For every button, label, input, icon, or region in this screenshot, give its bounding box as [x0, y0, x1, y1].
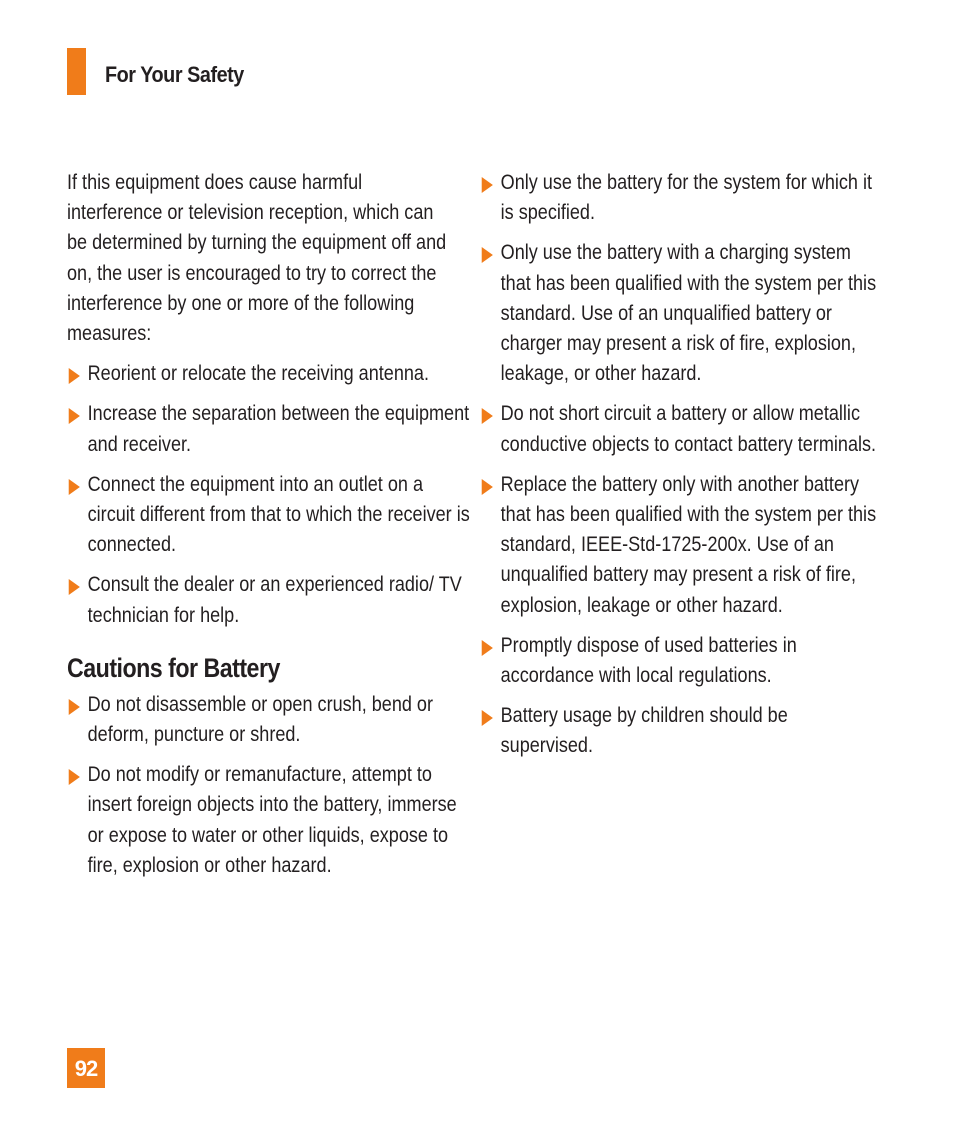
caution-item	[480, 701, 885, 761]
page-number-badge: 92	[67, 1048, 105, 1088]
caution-text: Do not disassemble or open crush, bend or deform, puncture or shred.	[87, 692, 433, 747]
caution-text: Only use the battery with a charging system that has been qualified with the system per this standard. Use of an unqualified battery or charger may present a risk of fire, explosion, leakage, or other hazard.	[500, 241, 877, 386]
intro-paragraph: If this equipment does cause harmful interference or television reception, which can be determined by turning the equipment off and on, the user is encouraged to try to correct the interference by one or more of the following measures:	[67, 171, 447, 346]
triangle-right-icon	[69, 408, 80, 424]
measure-item	[67, 399, 472, 459]
triangle-right-icon	[482, 247, 493, 263]
caution-item	[67, 690, 472, 750]
caution-text: Only use the battery for the system for which it is specified.	[500, 171, 873, 225]
measure-text: Connect the equipment into an outlet on a circuit different from that to which the receiver is connected.	[87, 472, 470, 557]
measure-text: Increase the separation between the equipment and receiver.	[87, 402, 470, 456]
triangle-right-icon	[69, 579, 80, 595]
caution-item	[480, 399, 885, 459]
triangle-right-icon	[482, 177, 493, 193]
section-heading: Cautions for Battery	[67, 652, 280, 683]
caution-text: Battery usage by children should be supervised.	[500, 704, 788, 758]
measure-text: Reorient or relocate the receiving antenna.	[87, 362, 429, 386]
triangle-right-icon	[69, 699, 80, 715]
left-column	[67, 168, 470, 891]
triangle-right-icon	[482, 640, 493, 656]
triangle-right-icon	[69, 368, 80, 384]
measure-text: Consult the dealer or an experienced radio/ TV technician for help.	[87, 573, 462, 627]
triangle-right-icon	[69, 479, 80, 495]
caution-text: Do not short circuit a battery or allow metallic conductive objects to contact battery terminals.	[500, 402, 877, 456]
triangle-right-icon	[482, 408, 493, 424]
caution-item	[480, 631, 885, 691]
triangle-right-icon	[482, 710, 493, 726]
measure-item	[67, 570, 472, 630]
triangle-right-icon	[69, 769, 80, 785]
triangle-right-icon	[482, 479, 493, 495]
caution-item	[480, 168, 885, 228]
measure-item	[67, 359, 472, 389]
caution-item	[480, 238, 885, 389]
caution-text: Promptly dispose of used batteries in accordance with local regulations.	[500, 633, 797, 688]
measure-item	[67, 470, 472, 561]
header-accent-bar	[67, 48, 86, 95]
right-column	[480, 168, 877, 772]
caution-text: Replace the battery only with another battery that has been qualified with the system per this standard, IEEE-Std-1725-200x. Use of an unqualified battery may present a risk of fire, explosion, leakage or other hazard.	[500, 472, 877, 617]
caution-text: Do not modify or remanufacture, attempt to insert foreign objects into the battery, immerse or expose to water or other liquids, expose to fire, explosion or other hazard.	[87, 763, 457, 877]
caution-item	[67, 760, 472, 881]
caution-item	[480, 470, 885, 621]
page-section-title: For Your Safety	[105, 62, 244, 87]
